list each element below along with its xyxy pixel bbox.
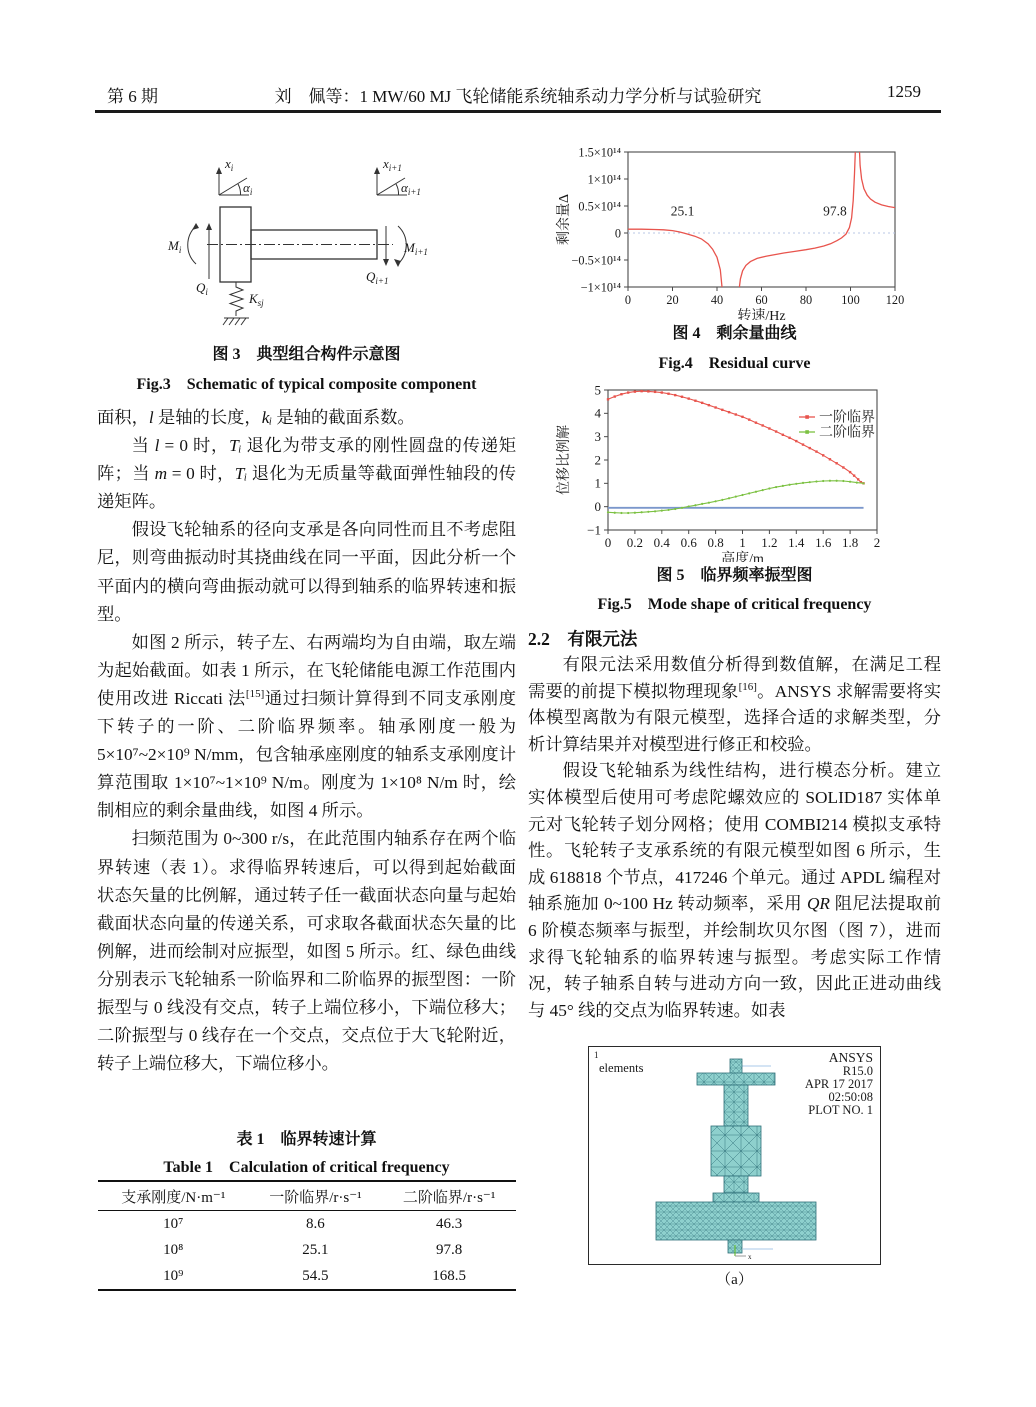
ansys-mesh-figure: [588, 1046, 881, 1265]
fig4-caption-cn: 图 4 剩余量曲线: [672, 325, 797, 342]
table-cell: 168.5: [432, 1267, 466, 1284]
x-axis-label: 转速/Hz: [737, 309, 786, 320]
table-row: [98, 1263, 516, 1290]
paragraph: 如图 2 所示，转子左、右两端均为自由端，取左端为起始截面。如表 1 所示，在飞轮储能电源工作范围内使用改进 Riccati 法[15]通过扫频计算得到不同支承刚度下转子的一阶、二阶临界频率。轴承刚度一般为 5×10⁷~2×10⁹ N/mm，包含轴承座刚度的轴系支承刚度计算范围取 1×10⁷~1×10⁹ N/m。刚度为 1×10⁸ N/m 时，绘制相应的剩余量曲线，如图 4 所示。: [97, 632, 516, 821]
x-tick-label: 2: [873, 535, 881, 550]
upper-shaft-mesh: [724, 1085, 748, 1126]
page-header: [95, 79, 941, 113]
x-tick-label: 0.6: [680, 535, 697, 550]
flywheel-disk-mesh: [656, 1202, 816, 1240]
ansys-date: APR 17 2017: [804, 1077, 873, 1091]
table-header-row: [98, 1181, 516, 1211]
triad-x-label: x: [748, 1253, 752, 1261]
table-row: [98, 1237, 516, 1263]
legend-label: 二阶临界: [819, 425, 875, 441]
ansys-plot-no: PLOT NO. 1: [808, 1103, 873, 1117]
x-tick-label: 0: [624, 293, 632, 307]
label-xi: $x_i$: [225, 156, 234, 173]
residual-curve-chart: [555, 142, 947, 320]
table-header-cell: 一阶临界/r·s⁻¹: [269, 1189, 362, 1206]
journal-issue: 第 6 期: [107, 87, 158, 106]
y-tick-label: 3: [594, 428, 601, 444]
x-tick-label: 0.2: [626, 535, 644, 550]
shaft-schematic-diagram: [130, 142, 510, 340]
y-tick-label: 0.5×10¹⁴: [578, 199, 621, 214]
table-cell: 46.3: [436, 1215, 463, 1232]
y-tick-label: 5: [594, 384, 601, 398]
label-xi1: $x_{i+1}$: [383, 156, 402, 173]
running-title: 刘 佩等：1 MW/60 MJ 飞轮储能系统轴系动力学分析与试验研究: [274, 87, 762, 106]
arrowhead: [216, 167, 222, 174]
paragraph: 面积，l 是轴的长度，kᵢ 是轴的截面系数。: [97, 408, 415, 427]
residual-curve: [859, 144, 895, 208]
label-alphai1: $\alpha_{i+1}$: [401, 180, 421, 197]
y-tick-label: 0: [614, 226, 621, 241]
x-tick-label: 0: [604, 535, 612, 550]
x-tick-label: 100: [841, 293, 860, 307]
fig4-caption-en: Fig.4 Residual curve: [658, 355, 811, 372]
ansys-logo-text: ANSYS: [828, 1050, 873, 1065]
fig3-figure: [130, 142, 510, 345]
table-row: [98, 1211, 516, 1238]
fig4-figure: [555, 142, 947, 325]
y-axis-label: 位移比例解: [557, 425, 572, 495]
x-tick-label: 1: [739, 535, 746, 550]
y-axis-label: 剩余量Δ: [557, 193, 572, 246]
label-Qi1: $Q_{i+1}$: [366, 269, 389, 286]
page-number: 1259: [887, 82, 921, 101]
table-header-cell: 支承刚度/N·m⁻¹: [121, 1189, 226, 1206]
residual-curve: [628, 229, 723, 295]
label-alphai: $\alpha_i$: [243, 180, 253, 197]
paragraph: 当 l = 0 时，Tᵢ 退化为带支承的刚性圆盘的传递矩阵；当 m = 0 时，Tᵢ 退化为无质量等截面弹性轴段的传递矩阵。: [97, 436, 516, 512]
top-flange-mesh: [697, 1073, 775, 1085]
table1-caption-en: Table 1 Calculation of critical frequency: [163, 1159, 450, 1176]
fig5-caption-en: Fig.5 Mode shape of critical frequency: [597, 596, 872, 613]
y-tick-label: 2: [594, 452, 601, 468]
table-cell: 10⁷: [163, 1215, 184, 1232]
table-cell: 10⁸: [163, 1241, 184, 1258]
subfigure-label: （a）: [716, 1272, 753, 1288]
y-tick-label: −1: [587, 522, 601, 538]
ansys-time: 02:50:08: [828, 1090, 873, 1104]
table1-wrapper: [98, 1180, 516, 1291]
middle-cylinder-mesh: [711, 1126, 761, 1176]
x-tick-label: 80: [799, 293, 813, 307]
x-tick-label: 120: [885, 293, 905, 307]
y-tick-label: 1: [594, 475, 601, 491]
step-flange-mesh: [713, 1193, 759, 1202]
mode-shape-chart: [555, 384, 947, 562]
fig5-caption-cn: 图 5 临界频率振型图: [656, 567, 813, 584]
table-header-cell: 二阶临界/r·s⁻¹: [402, 1189, 496, 1206]
table1-caption-cn: 表 1 临界转速计算: [236, 1131, 377, 1148]
table-cell: 25.1: [302, 1241, 329, 1258]
paragraph: 有限元法采用数值分析得到数值解，在满足工程需要的前提下模拟物理现象[16]。ANSYS 求解需要将实体模型离散为有限元模型，选择合适的求解类型，分析计算结果并对模型进行修正和校验。: [528, 655, 941, 754]
x-tick-label: 40: [710, 293, 724, 307]
x-tick-label: 20: [666, 293, 679, 307]
label-Mi1: $M_{i+1}$: [404, 240, 428, 257]
support-spring: [230, 282, 243, 316]
y-tick-label: −1×10¹⁴: [580, 280, 621, 295]
x-axis-label: 高度/m: [721, 552, 764, 562]
y-tick-label: 0: [594, 498, 601, 514]
table-cell: 8.6: [306, 1215, 325, 1232]
x-tick-label: 1.2: [761, 535, 778, 550]
table-cell: 97.8: [436, 1241, 463, 1258]
y-tick-label: 4: [594, 405, 601, 421]
residual-curve: [738, 144, 855, 295]
plot-corner-number: 1: [594, 1050, 599, 1060]
section-heading: 2.2 有限元法: [528, 629, 638, 649]
annotation: 97.8: [823, 203, 847, 219]
paragraph: 假设飞轮轴系的径向支承是各向同性而且不考虑阻尼，则弯曲振动时其挠曲线在同一平面，因此分析一个平面内的横向弯曲振动就可以得到轴系的临界转速和振型。: [97, 520, 516, 624]
x-tick-label: 0.4: [653, 535, 670, 550]
critical-speed-table: [98, 1180, 516, 1291]
flywheel-mesh-model: [589, 1047, 879, 1263]
annotation: 25.1: [670, 203, 695, 219]
y-tick-label: 1×10¹⁴: [587, 172, 621, 187]
elements-label: elements: [599, 1061, 644, 1075]
right-column-text: [528, 652, 941, 1024]
paragraph: 扫频范围为 0~300 r/s，在此范围内轴系存在两个临界转速（表 1）。求得临界转速后，可以得到起始截面状态矢量的比例解，通过转子任一截面状态向量与起始截面状态向量的传递关系，可求取各截面状态矢量的比例解，进而绘制对应振型，如图 5 所示。红、绿色曲线分别表示飞轮轴系一阶临界和二阶临界的振型图：一阶振型与 0 线没有交点，转子上端位移小，下端位移大；二阶振型与 0 线存在一个交点，交点位于大飞轮附近，转子上端位移大，下端位移小。: [97, 829, 516, 1074]
x-tick-label: 60: [755, 293, 768, 307]
left-column-text: [97, 404, 516, 1078]
label-Mi: $M_i$: [168, 238, 182, 255]
x-tick-label: 1.6: [815, 535, 832, 550]
moment-arrow-left: [188, 226, 196, 264]
table-cell: 54.5: [302, 1267, 329, 1284]
fig3-caption-cn: 图 3 典型组合构件示意图: [212, 346, 401, 363]
paragraph: 假设飞轮轴系为线性结构，进行模态分析。建立实体模型后使用可考虑陀螺效应的 SOLID187 实体单元对飞轮转子划分网格；使用 COMBI214 模拟支承特性。飞轮转子支承系统的有限元模型如图 6 所示，生成 618818 个节点，417246 个单元。通过 APDL 编程对轴系施加 0~100 Hz 转动频率，采用 QR 阻尼法提取前 6 阶模态频率与振型，并绘制坎贝尔图（图 7），进而求得飞轮轴系的临界转速与振型。考虑实际工作情况，转子轴系自转与进动方向一致，因此正进动曲线与 45° 线的交点为临界转速。如表: [528, 761, 941, 1020]
y-tick-label: 1.5×10¹⁴: [578, 145, 621, 160]
x-tick-label: 1.8: [841, 535, 859, 550]
x-tick-label: 1.4: [788, 535, 805, 550]
lower-shaft-mesh: [724, 1176, 748, 1193]
legend-label: 一阶临界: [819, 410, 875, 426]
ansys-version: R15.0: [842, 1064, 873, 1078]
label-Qi: $Q_i$: [196, 280, 208, 297]
y-tick-label: −0.5×10¹⁴: [571, 253, 621, 268]
fig3-caption-en: Fig.3 Schematic of typical composite component: [136, 376, 477, 393]
fig5-figure: [555, 384, 947, 567]
label-Ksj: $K_{sj}$: [249, 291, 264, 308]
table-cell: 10⁹: [163, 1267, 184, 1284]
x-tick-label: 0.8: [707, 535, 724, 550]
